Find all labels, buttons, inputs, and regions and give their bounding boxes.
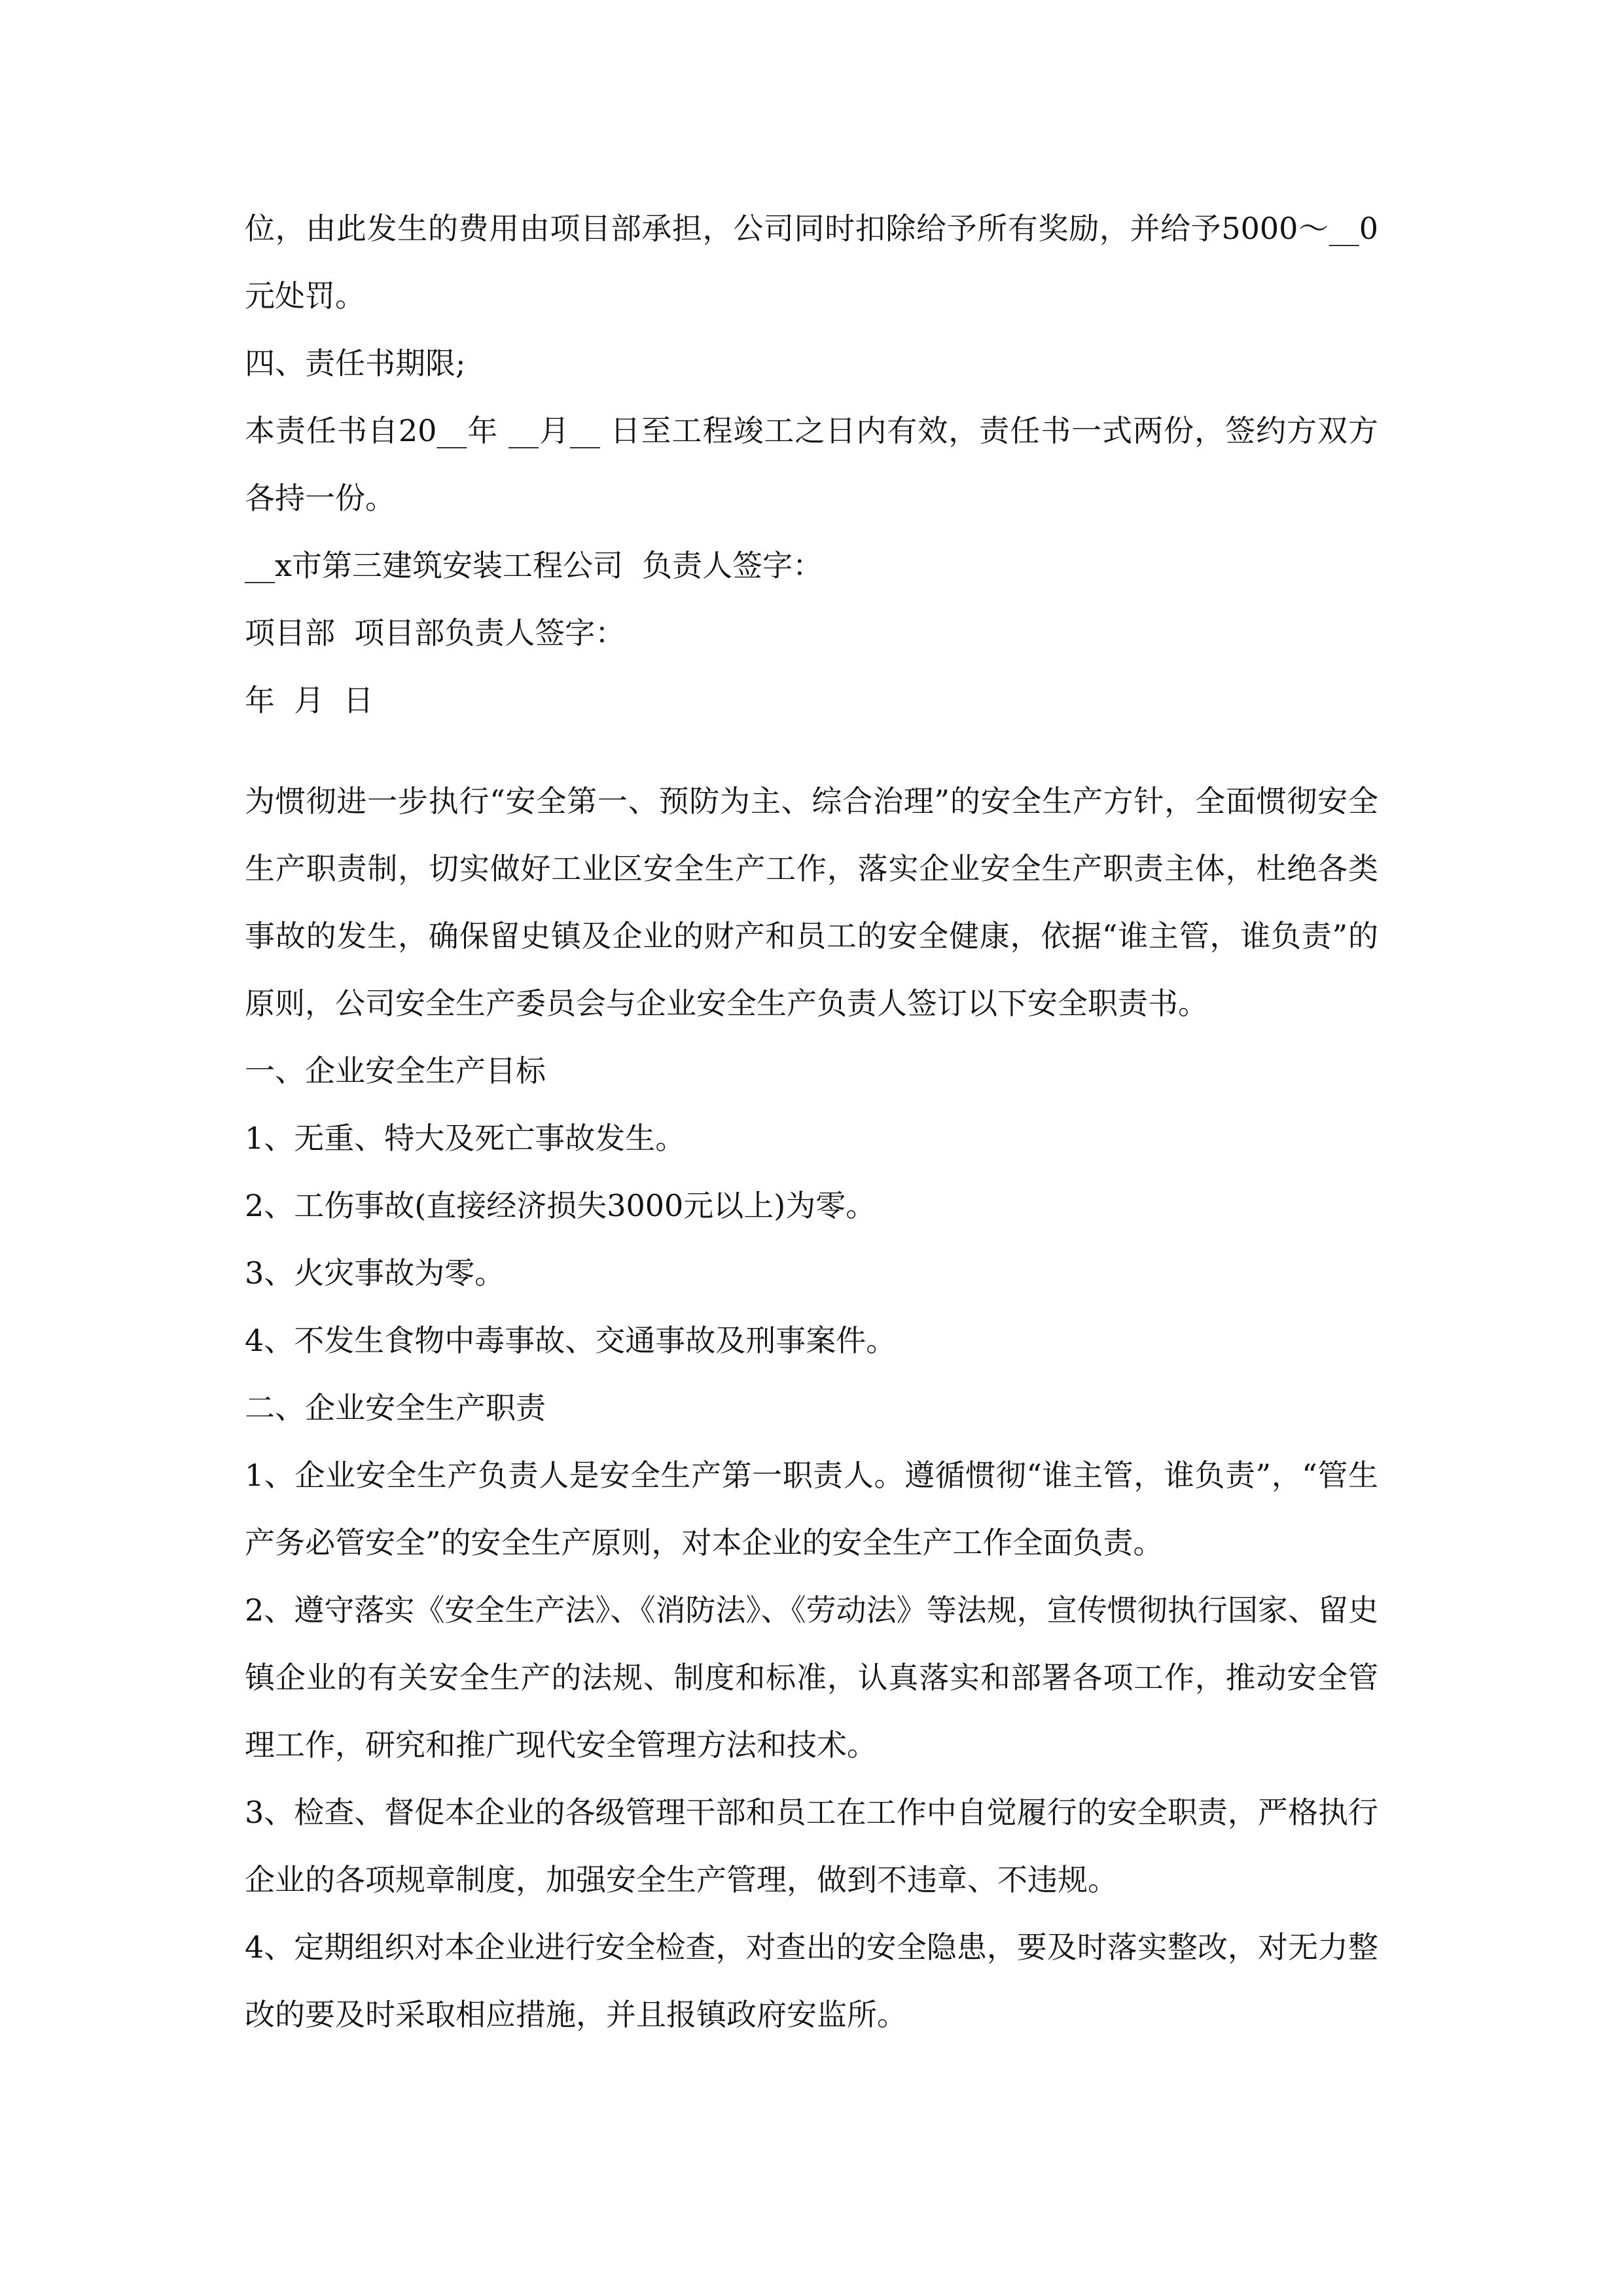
heading-safety-goals: 一、企业安全生产目标 bbox=[245, 1053, 546, 1088]
goal-item-3: 3、火灾事故为零。 bbox=[245, 1255, 505, 1291]
goal-item-4: 4、不发生食物中毒事故、交通事故及刑事案件。 bbox=[245, 1323, 897, 1358]
heading-safety-duties: 二、企业安全生产职责 bbox=[245, 1390, 546, 1426]
duty-item-2: 2、遵守落实《安全生产法》、《消防法》、《劳动法》等法规，宣传惯彻执行国家、留史镇企业的有关安全生产的法规、制度和标准，认真落实和部署各项工作，推动安全管理工作，研究和推广现代安全管理方法和技术。 bbox=[245, 1592, 1378, 1763]
goal-item-2: 2、工伤事故(直接经济损失3000元以上)为零。 bbox=[245, 1188, 876, 1223]
signature-date-line: 年 月 日 bbox=[245, 683, 374, 718]
duty-item-4: 4、定期组织对本企业进行安全检查，对查出的安全隐患，要及时落实整改，对无力整改的要及时采取相应措施，并且报镇政府安监所。 bbox=[245, 1929, 1378, 2032]
paragraph-intro: 为惯彻进一步执行“安全第一、预防为主、综合治理”的安全生产方针，全面惯彻安全生产职责制，切实做好工业区安全生产工作，落实企业安全生产职责主体，杜绝各类事故的发生，确保留史镇及企业的财产和员工的安全健康，依据“谁主管，谁负责”的原则，公司安全生产委员会与企业安全生产负责人签订以下安全职责书。 bbox=[245, 783, 1378, 1021]
signature-project-line: 项目部 项目部负责人签字： bbox=[245, 615, 626, 651]
duty-item-3: 3、检查、督促本企业的各级管理干部和员工在工作中自觉履行的安全职责，严格执行企业的各项规章制度，加强安全生产管理，做到不违章、不违规。 bbox=[245, 1795, 1378, 1897]
goal-item-1: 1、无重、特大及死亡事故发生。 bbox=[245, 1121, 686, 1156]
signature-company-line: __x市第三建筑安装工程公司 负责人签字： bbox=[245, 548, 823, 583]
heading-term: 四、责任书期限; bbox=[245, 346, 466, 381]
duty-item-1: 1、企业安全生产负责人是安全生产第一职责人。遵循惯彻“谁主管，谁负责”，“管生产务必管安全”的安全生产原则，对本企业的安全生产工作全面负责。 bbox=[245, 1458, 1378, 1560]
paragraph-term: 本责任书自20__年 __月__ 日至工程竣工之日内有效，责任书一式两份，签约方双方各持一份。 bbox=[245, 413, 1378, 516]
responsibility-letter-ending bbox=[245, 195, 1378, 734]
paragraph-penalty: 位，由此发生的费用由项目部承担，公司同时扣除给予所有奖励，并给予5000～__0元处罚。 bbox=[245, 211, 1378, 314]
safety-responsibility-letter bbox=[245, 768, 1378, 2049]
